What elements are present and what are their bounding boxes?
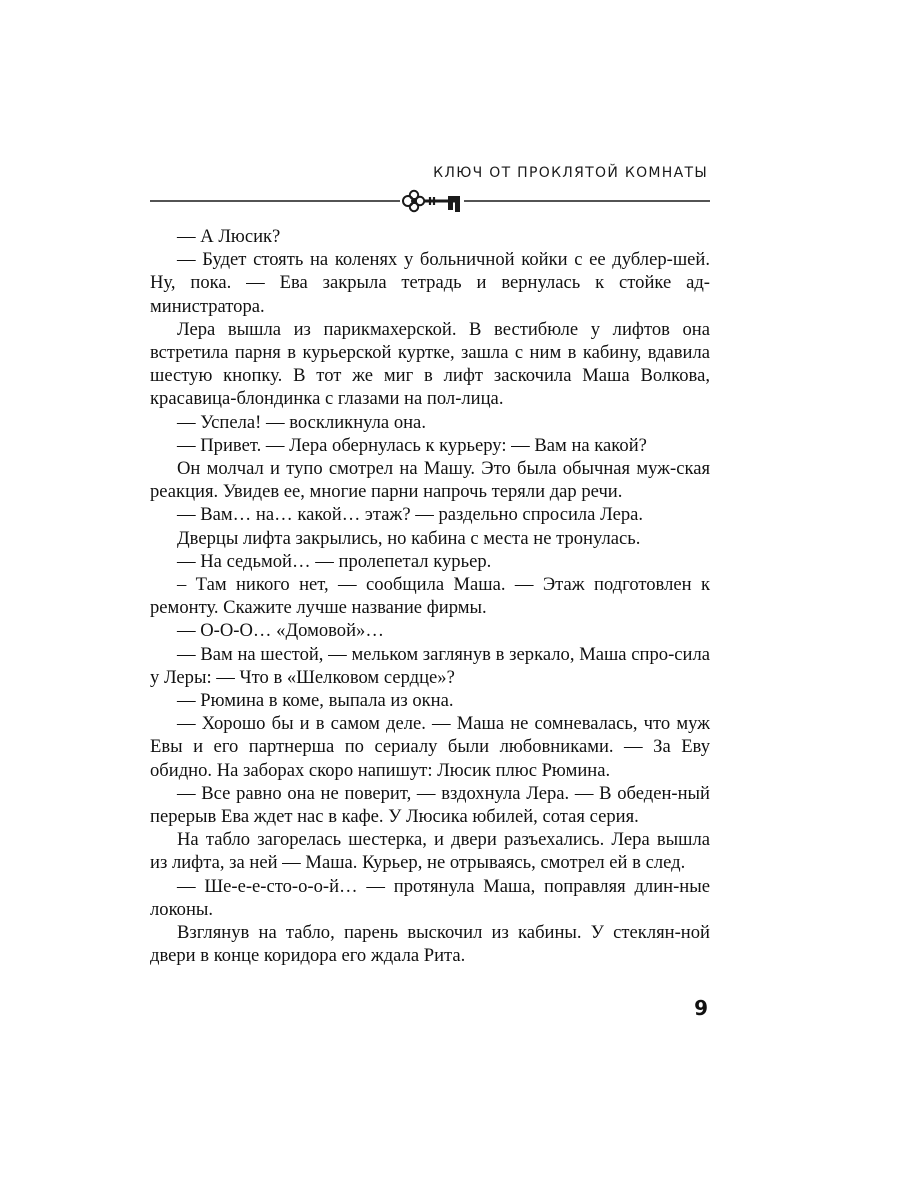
paragraph: — О-О-О… «Домовой»…	[177, 620, 384, 642]
paragraph: Взглянув на табло, парень выскочил из кабины. У стеклян-ной двери в конце коридора его ждала Рита.	[150, 922, 710, 967]
paragraph: — На седьмой… — пролепетал курьер.	[177, 550, 492, 572]
paragraph: — Будет стоять на коленях у больничной койки с ее дублер-шей. Ну, пока. — Ева закрыла тетрадь и вернулась к стойке ад-министратора.	[150, 249, 710, 317]
body-text	[150, 225, 710, 968]
paragraph: — Хорошо бы и в самом деле. — Маша не сомневалась, что муж Евы и его партнерша по сериалу были любовниками. — За Еву обидно. На заборах скоро напишут: Люсик плюс Рюмина.	[150, 713, 710, 781]
running-head-title: КЛЮЧ ОТ ПРОКЛЯТОЙ КОМНАТЫ	[433, 165, 708, 181]
paragraph: Он молчал и тупо смотрел на Машу. Это была обычная муж-ская реакция. Увидев ее, многие парни напрочь теряли дар речи.	[150, 458, 710, 503]
key-icon	[403, 191, 460, 212]
paragraph: — Ше-е-е-сто-о-о-й… — протянула Маша, поправляя длин-ные локоны.	[150, 875, 710, 920]
paragraph: — Привет. — Лера обернулась к курьеру: — Вам на какой?	[177, 434, 647, 456]
paragraph: — Рюмина в коме, выпала из окна.	[177, 690, 454, 712]
paragraph: — Вам на шестой, — мельком заглянув в зеркало, Маша спро-сила у Леры: — Что в «Шелковом сердце»?	[150, 643, 710, 688]
paragraph: Дверцы лифта закрылись, но кабина с места не тронулась.	[177, 527, 641, 549]
paragraph: — А Люсик?	[177, 226, 281, 247]
paragraph: Лера вышла из парикмахерской. В вестибюле у лифтов она встретила парня в курьерской куртке, зашла с ним в кабину, вдавила шестую кнопку. В тот же миг в лифт заскочила Маша Волкова, красавица-блондинка с глазами на пол-лица.	[150, 318, 710, 410]
paragraph: – Там никого нет, — сообщила Маша. — Этаж подготовлен к ремонту. Скажите лучше название фирмы.	[150, 574, 710, 619]
page-number: 9	[694, 996, 708, 1020]
paragraph: — Вам… на… какой… этаж? — раздельно спросила Лера.	[177, 504, 644, 526]
paragraph: На табло загорелась шестерка, и двери разъехались. Лера вышла из лифта, за ней — Маша. Курьер, не отрываясь, смотрел ей в след.	[150, 829, 710, 874]
header-rule-ornament	[150, 186, 710, 216]
paragraph: — Все равно она не поверит, — вздохнула Лера. — В обеден-ный перерыв Ева ждет нас в кафе. У Люсика юбилей, сотая серия.	[150, 782, 710, 828]
paragraph: — Успела! — воскликнула она.	[177, 411, 426, 433]
